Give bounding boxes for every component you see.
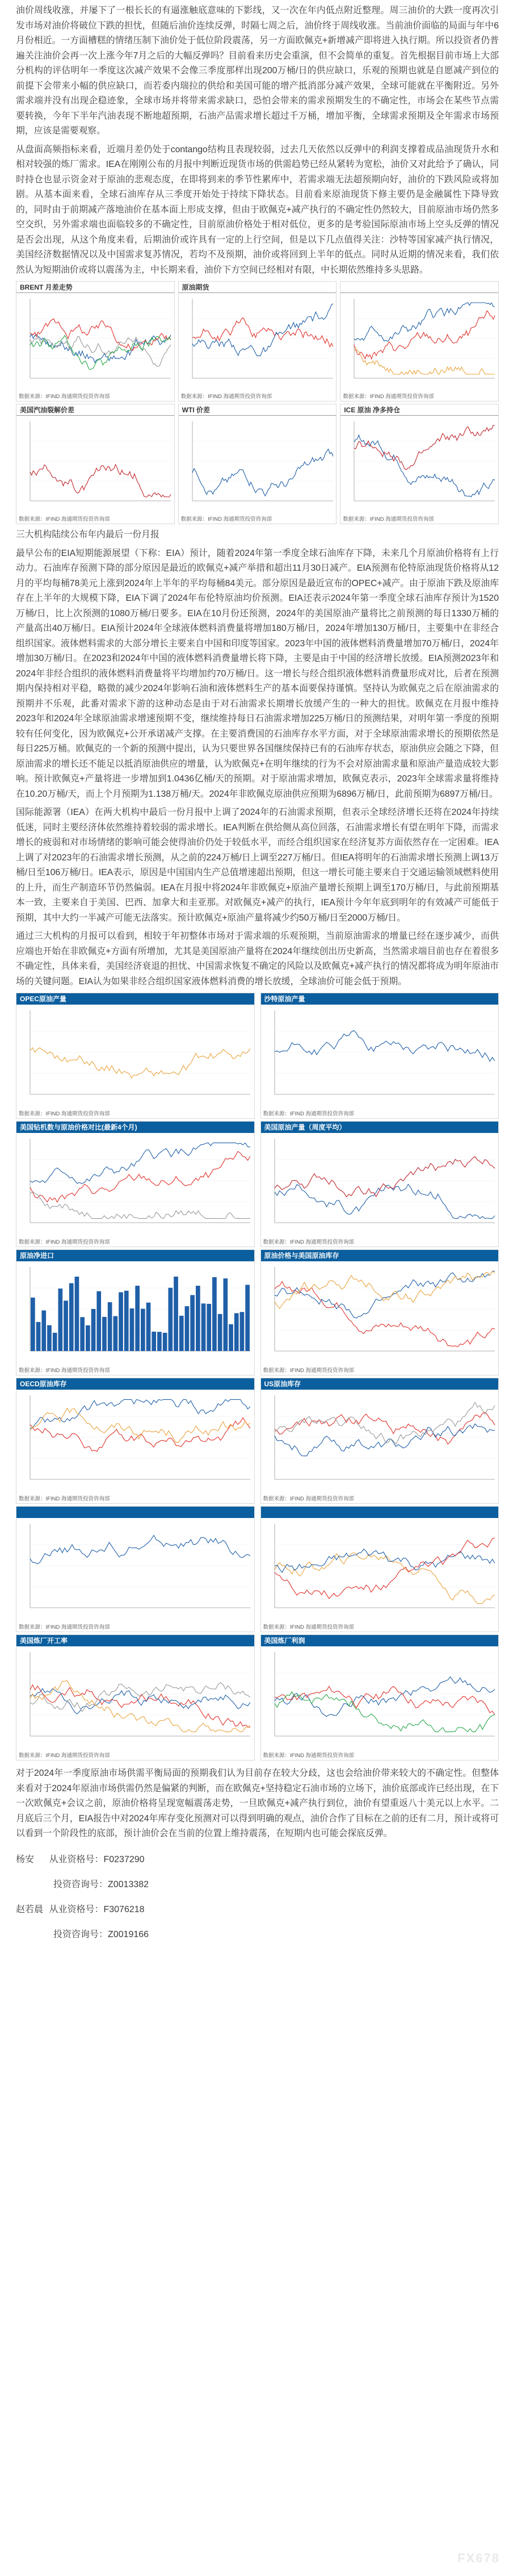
chart-us-rigs-vs-price: [16, 1121, 255, 1247]
chart-source: 数据来源：IFIND 海通期货投资咨询部: [263, 1111, 354, 1117]
paragraph-summary: 通过三大机构的月报可以看到，相较于年初整体市场对于需求端的乐观预期，当前原油需求的增量已经在逐步减少，而供应端也开始在非欧佩克+方面有所增加，尤其是美国原油产量将在2024年继续创出历史新高，当然需求端目前也存在着很多不确定性，具体来看，美国经济衰退的担忧、中国需求恢复不确定的风险以及欧佩克+减产执行的情况都将成为明年原油市场的关键问题。EIA认为如果非经合组织国家液体燃料消费的增长放缓，全球油价可能会低于预期。: [16, 931, 499, 986]
chart-title: OECD原油库存: [16, 1378, 254, 1390]
chart-source: 数据来源：IFIND 海通期货投资咨询部: [180, 394, 272, 400]
bar-mark: [113, 1316, 118, 1351]
bar-mark: [240, 1312, 245, 1351]
bar-mark: [53, 1333, 57, 1351]
chart-title: 美国汽油裂解价差: [16, 404, 174, 416]
series-line: [354, 435, 495, 497]
chart-price-index: [340, 281, 499, 402]
series-line: [275, 1282, 495, 1347]
chart-source: 数据来源：IFIND 海通期货投资咨询部: [263, 1753, 354, 1759]
chart-svg: [261, 1262, 499, 1364]
bar-mark: [212, 1277, 217, 1351]
series-line: [192, 449, 333, 496]
chart-oecd-stocks: [16, 1378, 255, 1504]
paragraph-eia-report: 最早公布的EIA短期能源展望（下称：EIA）预计，随着2024年第一季度全球石油库存下降，未来几个月原油价格将有上行动力。石油库存预测下降的部分原因是最近的欧佩克+减产举措和超出11月30日减产。EIA预测布伦特原油现货价格将从12月的平均每桶78美元上涨到2024年上半年的平均每桶84美元。部分原因是最近宣布的OPEC+减产。由于原油下跌及原油库存在上半年的大规模下降，EIA下调了2024年布伦特原油均价预测。EIA还表示2024年第一季度全球石油库存预计为1520万桶/日，比上次预测的1080万桶/日要多。EIA在10月份还预测，2024年的美国原油产量将比之前预测的每日1330万桶的产量高出40万桶/日。EIA预计2024年全球液体燃料消费量将增加180万桶/日，2024年增加130万桶/日，主要集中在非经合组织国家。液体燃料需求的大部分增长主要来自中国和印度等国家。2023年中国的液体燃料消费量增加70万桶/日，2024年增加30万桶/日。在2023和2024年中国的液体燃料消费量增长将下降，主要是由于中国的经济增长放缓。EIA预测2023年和2024年非经合组织的液体燃料消费量将平均增加约70万桶/日。这一增长与经合组织液体燃料消费量形成对比，后者在预测期内保持相对平稳，略微的减少2024年影响石油和液体燃料生产的基本面要保持谨慎。坚持认为欧佩克之后在原油需求的预期并不乐观，此番对需求下游的这种动态是由于对石油需求长期增长放缓产生的一种大的担忧。欧佩克在月报中维持2023年和2024年全球原油需求增速预期不变，继续维持每日石油需求增加225万桶/日的预测结果，对明年第一季度的预期较有任何变化，因为欧佩克+公开承诺减产支撑。在主要消费国的石油库存水平方面，对于全球原油需求增长的预期依然是每日225万桶。欧佩克的一个新的预测中提出，认为只要世界各国继续保持已有的石油库存状态，原油供应会随之下降，但原油需求的增长还不能足以抵消原油供应的增量，认为欧佩克+在明年继续的行为不会对原油需求量和原油产量造成较大影响。预计欧佩克+产量将进一步增加到1.0436亿桶/天的预期。对于原油需求增加，欧佩克表示，2023年全球需求量将维持在10.20万桶/天，而上个月预期为1.138万桶/天。2024年非欧佩克原油供应预期为6896万桶/日，此前预期为6897万桶/日。: [16, 548, 499, 799]
chart-misc-2: [260, 1506, 499, 1632]
author-2-inv-line: [16, 1922, 499, 1947]
chart-svg: [16, 1519, 255, 1620]
series-line: [275, 1538, 495, 1599]
watermark-logo: FX678: [457, 2551, 500, 2565]
bar-mark: [80, 1317, 85, 1351]
author-credits: [16, 1847, 499, 1947]
series-line: [30, 1681, 250, 1732]
chart-source: 数据来源：IFIND 海通期货投资咨询部: [19, 394, 110, 400]
bar-mark: [146, 1303, 151, 1351]
bar-mark: [190, 1295, 195, 1351]
author-2-qual-label: 从业资格号：: [49, 1904, 104, 1914]
chart-us-refinery-margin: [260, 1634, 499, 1760]
author-2-qual: F3076218: [103, 1904, 145, 1914]
series-line: [30, 1399, 250, 1428]
chart-grid-1: [16, 281, 499, 524]
chart-svg: [340, 417, 499, 513]
chart-crude-net-import: [16, 1249, 255, 1375]
series-line: [30, 1536, 250, 1564]
chart-wti-spread: [178, 404, 337, 524]
bar-mark: [245, 1285, 250, 1351]
chart-brent-spread: [16, 281, 175, 402]
bar-mark: [174, 1277, 178, 1351]
bar-mark: [75, 1277, 79, 1351]
series-line: [275, 1549, 495, 1573]
bar-mark: [152, 1332, 156, 1351]
chart-crude-futures: [178, 281, 337, 402]
series-line: [275, 1271, 495, 1318]
chart-title: US原油库存: [261, 1378, 499, 1390]
chart-us-stocks: [260, 1378, 499, 1504]
bar-mark: [179, 1316, 184, 1351]
author-1-name: 杨安: [16, 1854, 35, 1864]
series-line: [275, 1271, 495, 1308]
chart-grid-2: [16, 993, 499, 1760]
chart-title: WTI 价差: [179, 404, 336, 416]
paragraph-outlook: 对于2024年一季度原油市场供需平衡局面的预期我们认为目前存在较大分歧，这也会给油价带来较大的不确定性。但整体来看对于2024年原油市场供需仍然是偏紧的判断，而在欧佩克+坚持稳定石油市场的立场下，油价底部或许已经出现，在下一次欧佩克+会议之前，原油价格将呈现宽幅震荡走势，一旦欧佩克+减产执行到位，油价有望重返八十美元以上水平。二月底后三个月，EIA报告中对2024年库存变化预测对可以得到明确的观点，油价合作了目标在之前的还有二月，预计或将可以看到一个阶段性的底部，预计油价会在当前的位置上维持震荡，在短期内也可能会探底反弹。: [16, 1768, 499, 1838]
section-heading-monthly-reports: 三大机构陆续公布年内最后一份月报: [16, 530, 159, 540]
series-line: [354, 425, 495, 470]
chart-svg: [261, 1647, 499, 1749]
bar-mark: [185, 1306, 190, 1351]
chart-title: 原油价格与美国原油库存: [261, 1250, 499, 1261]
author-1-qual-label: 从业资格号：: [49, 1854, 104, 1864]
chart-svg: [16, 1262, 255, 1364]
chart-svg: [179, 417, 337, 513]
chart-svg: [261, 1391, 499, 1492]
series-line: [30, 465, 171, 497]
bar-mark: [141, 1309, 145, 1351]
chart-saudi-output: [260, 993, 499, 1119]
chart-svg: [16, 1134, 255, 1235]
chart-svg: [16, 1647, 255, 1749]
chart-source: 数据来源：IFIND 海通期货投资咨询部: [343, 394, 434, 400]
series-line: [275, 1553, 495, 1604]
chart-title: 美国炼厂利润: [261, 1635, 499, 1646]
chart-svg: [16, 1391, 255, 1492]
series-line: [30, 1685, 250, 1728]
chart-source: 数据来源：IFIND 海通期货投资咨询部: [19, 1496, 110, 1502]
bar-mark: [102, 1317, 107, 1351]
chart-title: 美国钻机数与原油价格对比(最新4个月): [16, 1122, 254, 1133]
series-line: [275, 1412, 495, 1444]
chart-svg: [16, 1006, 255, 1107]
chart-us-crude-output: [260, 1121, 499, 1247]
series-line: [30, 1688, 250, 1714]
chart-source: 数据来源：IFIND 海通期货投资咨询部: [19, 1239, 110, 1245]
author-1-inv-line: [16, 1872, 499, 1897]
series-line: [275, 1031, 495, 1061]
bar-mark: [218, 1314, 222, 1351]
chart-us-refinery-utilization: [16, 1634, 255, 1760]
bar-mark: [64, 1300, 68, 1351]
chart-source: 数据来源：IFIND 海通期货投资咨询部: [263, 1239, 354, 1245]
series-line: [275, 1402, 495, 1444]
chart-title: 原油净进口: [16, 1250, 254, 1261]
chart-svg: [16, 294, 175, 391]
chart-source: 数据来源：IFIND 海通期货投资咨询部: [180, 516, 272, 522]
paragraph-iea-report: 国际能源署（IEA）在两大机构中最后一份月报中上调了2024年的石油需求预期，但表示全球经济增长还将在2024年持续低迷，同时主要经济体依然维持着较弱的需求增长。IEA判断在供给侧从高位回落，石油需求增长有望在明年下降，而需求增长的疲弱和对市场情绪的影响可能会使得油价仍处于较低水平，而经合组织国家在经济复苏方面依然存在一定困难。IEA上调了对2023年的石油需求增长预测，从之前的224万桶/日上调至227万桶/日。但IEA将明年的石油需求增长预测上调13万桶/日至106万桶/日。IEA表示，原因是中国国内生产总值增速超出预期，但这一增长可能主要来自于交通运输领域燃料使用的上升，而生产制造环节仍然偏弱。IEA在月报中将2024年非欧佩克+原油产量增长预期上调至170万桶/日，与此前预期基本一致，主要来自于美国、巴西、加拿大和圭亚那。对欧佩克+减产的执行，IEA预计今年年底到明年的有效减产可能低于预期，其中大约一半减产可能无法落实。预计欧佩克+原油产量将减少约50万桶/日至2000万桶/日。: [16, 808, 499, 923]
author-1-inv-label: 投资咨询号：: [53, 1879, 108, 1889]
paragraph-intro: 油价周线收涨，并屡下了一根长长的有逼涨触底意味的下影线，又一次在年内低点附近整理。周三油价的大跌一度再次引发市场对油价将破位下跌的担忧，但随后油价连续反弹，时隔七周之后，油价终于周线收涨。当前油价面临的局面与年中6月份相近。一方面槽糕的情绪压制下油价处于低位阶段震荡，另一方面欧佩克+新增减产即将进入执行期。所以投资者仍普遍关注油价会再一次上涨今年7月之后的大幅反弹吗？目前看来历史会重演，但不会简单的重复。首先根据目前市场上大部分机构的评估明年一季度这次减产效果不会像三季度那样出现200万桶/日的供应缺口，乐观的预期也就是自愿减产到位的前提下会带来小幅的供应缺口，而若委内瑞拉的供给和美国可能的增产抵消部分减产效果，全球可能就在平衡附近。另外需求端并没有出现企稳迹象，全球市场并将带来需求缺口，恐怕会带来的需求预期发生的不确定性，市场会在某些节点需要转换，今年下半年汽油表现不断地超预期，石油产品需求增长超过千万桶，增加平衡，全球需求预期及全年需求市场预期，应该是需要观察。: [16, 6, 499, 136]
chart-svg: [179, 294, 337, 391]
bar-mark: [130, 1308, 134, 1351]
chart-us-gasoline-crack: [16, 404, 175, 524]
bar-mark: [41, 1310, 46, 1351]
bar-mark: [163, 1333, 167, 1351]
series-line: [354, 349, 495, 374]
bar-mark: [58, 1289, 63, 1351]
author-1-line: [16, 1847, 499, 1872]
chart-source: 数据来源：IFIND 海通期货投资咨询部: [19, 1111, 110, 1117]
bar-mark: [124, 1291, 129, 1351]
chart-source: 数据来源：IFIND 海通期货投资咨询部: [19, 1368, 110, 1374]
chart-title: [16, 1507, 254, 1518]
bar-mark: [108, 1302, 112, 1351]
chart-source: 数据来源：IFIND 海通期货投资咨询部: [19, 516, 110, 522]
bar-mark: [234, 1313, 239, 1351]
bar-mark: [224, 1278, 228, 1351]
chart-title: OPEC原油产量: [16, 993, 254, 1005]
chart-title: 原油期货: [179, 282, 336, 293]
chart-source: 数据来源：IFIND 海通期货投资咨询部: [19, 1753, 110, 1759]
author-1-inv: Z0013382: [108, 1879, 149, 1889]
bar-mark: [96, 1291, 101, 1351]
chart-title: BRENT 月差走势: [16, 282, 174, 293]
chart-source: 数据来源：IFIND 海通期货投资咨询部: [263, 1496, 354, 1502]
author-2-inv: Z0019166: [108, 1929, 149, 1939]
chart-title: 美国炼厂开工率: [16, 1635, 254, 1646]
chart-source: 数据来源：IFIND 海通期货投资咨询部: [263, 1368, 354, 1374]
chart-opec-output: [16, 993, 255, 1119]
author-2-inv-label: 投资咨询号：: [53, 1929, 108, 1939]
chart-svg: [261, 1006, 499, 1107]
series-line: [192, 304, 333, 356]
bar-mark: [157, 1332, 162, 1351]
bar-mark: [119, 1292, 123, 1351]
chart-svg: [261, 1519, 499, 1620]
chart-source: 数据来源：IFIND 海通期货投资咨询部: [343, 516, 434, 522]
bar-mark: [196, 1286, 200, 1351]
series-line: [30, 1143, 250, 1184]
author-2-name: 赵若晨: [16, 1904, 44, 1914]
bar-mark: [69, 1283, 74, 1351]
author-1-qual: F0237290: [103, 1854, 145, 1864]
bar-mark: [201, 1303, 206, 1351]
series-line: [275, 1184, 495, 1218]
chart-misc-1: [16, 1506, 255, 1632]
chart-title: [340, 282, 498, 293]
series-line: [30, 1191, 250, 1218]
author-2-line: [16, 1897, 499, 1922]
bar-mark: [207, 1304, 211, 1351]
chart-title: ICE 原油 净多持仓: [340, 404, 498, 416]
bar-mark: [135, 1286, 140, 1351]
bar-mark: [229, 1324, 233, 1351]
paragraph-market-indicators: 从盘面高频指标来看，近端月差仍处于contango结构且表现较弱，过去几天依然以反弹中的利润支撑着成品油现货升水和相对较强的炼厂需求。IEA在刚刚公布的月报中判断近现货市场的供需趋势已经从紧转为宽松，油价又对此给予了确认，同时持仓也显示资金对于原油的悲观态度，在即将到来的季节性累库中，若需求端无法超预期向好，油价的下跌风险或将加剧。从基本面来看，全球石油库存从三季度开始处于持续下降状态。目前看来原油现货下修主要仍是金融属性下降导致的，同时由于前期减产落地油价在基本面上形成支撑，但由于欧佩克+减产执行的不确定性仍然较大，目前原油市场仍然多空交织，另外需求端也面临较多的不确定性，目前原油价格处于相对低位，更多的是考验国际原油市场上空头反弹的情况是否会出现，从这个角度来看，后期油价或许具有一定的上行空间，但是以下几点值得关注：沙特等国家减产执行情况，美国经济数据情况以及中国需求复苏情况，若均不及预期，油价或将回到上半年的低点。同时从近期的情况来看，我们依然认为短期油价或将以震荡为主，中长期来看，油价下方空间已经相对有限，中长期依然维持多头思路。: [16, 144, 499, 275]
series-line: [354, 303, 495, 341]
series-line: [192, 318, 333, 347]
chart-source: 数据来源：IFIND 海通期货投资咨询部: [19, 1624, 110, 1630]
bar-mark: [86, 1325, 90, 1351]
bar-mark: [169, 1288, 173, 1351]
chart-svg: [340, 294, 499, 391]
chart-title: [261, 1507, 499, 1518]
chart-price-vs-us-stocks: [260, 1249, 499, 1375]
chart-title: 美国原油产量（周度平均）: [261, 1122, 499, 1133]
bar-mark: [31, 1298, 35, 1351]
chart-ice-net-long: [340, 404, 499, 524]
chart-svg: [16, 417, 175, 513]
chart-title: 沙特原油产量: [261, 993, 499, 1005]
bar-mark: [47, 1325, 52, 1351]
chart-svg: [261, 1134, 499, 1235]
series-line: [275, 1157, 495, 1197]
bar-mark: [36, 1322, 41, 1351]
series-line: [30, 1417, 250, 1451]
bar-mark: [91, 1309, 96, 1351]
chart-source: 数据来源：IFIND 海通期货投资咨询部: [263, 1624, 354, 1630]
